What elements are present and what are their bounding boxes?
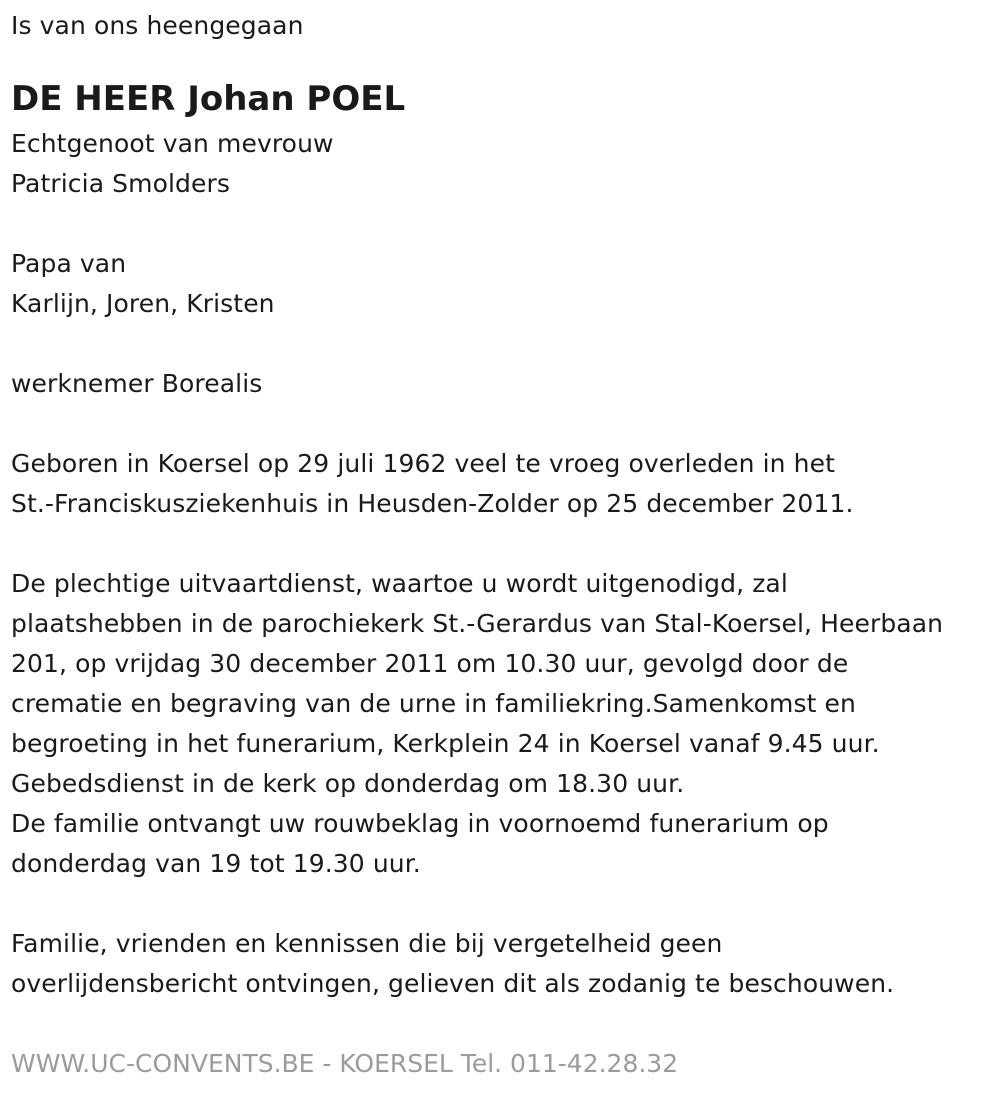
funeral-line: begroeting in het funerarium, Kerkplein 24 in Koersel vanaf 9.45 uur. — [11, 729, 880, 758]
funeral-line: crematie en begraving van de urne in familiekring.Samenkomst en — [11, 689, 856, 718]
spacer — [11, 404, 1000, 444]
footer-credit: WWW.UC-CONVENTS.BE - KOERSEL Tel. 011-42.28.32 — [11, 1049, 679, 1078]
birth-death-line: Geboren in Koersel op 29 juli 1962 veel te vroeg overleden in het — [11, 449, 836, 478]
closing-line: overlijdensbericht ontvingen, gelieven dit als zodanig te beschouwen. — [11, 969, 895, 998]
children-line: Papa van — [11, 249, 127, 278]
funeral-line: De plechtige uitvaartdienst, waartoe u wordt uitgenodigd, zal — [11, 569, 788, 598]
children-block — [11, 244, 1000, 324]
funeral-block — [11, 564, 1000, 884]
spouse-line: Echtgenoot van mevrouw — [11, 129, 334, 158]
closing-line: Familie, vrienden en kennissen die bij vergetelheid geen — [11, 929, 723, 958]
spouse-block — [11, 124, 1000, 204]
deceased-name: DE HEER Johan POEL — [11, 79, 406, 119]
funeral-line: plaatshebben in de parochiekerk St.-Gerardus van Stal-Koersel, Heerbaan — [11, 609, 944, 638]
children-line: Karlijn, Joren, Kristen — [11, 289, 275, 318]
spouse-line: Patricia Smolders — [11, 169, 230, 198]
spacer — [11, 204, 1000, 244]
intro-text: Is van ons heengegaan — [11, 11, 304, 40]
funeral-line: donderdag van 19 tot 19.30 uur. — [11, 849, 421, 878]
spacer — [11, 524, 1000, 564]
spacer — [11, 884, 1000, 924]
spacer — [11, 324, 1000, 364]
employer-text: werknemer Borealis — [11, 369, 263, 398]
funeral-line: 201, op vrijdag 30 december 2011 om 10.30 uur, gevolgd door de — [11, 649, 849, 678]
closing-block — [11, 924, 1000, 1004]
funeral-line: Gebedsdienst in de kerk op donderdag om 18.30 uur. — [11, 769, 685, 798]
funeral-line: De familie ontvangt uw rouwbeklag in voornoemd funerarium op — [11, 809, 829, 838]
birth-death-block — [11, 444, 1000, 524]
birth-death-line: St.-Franciskusziekenhuis in Heusden-Zolder op 25 december 2011. — [11, 489, 854, 518]
